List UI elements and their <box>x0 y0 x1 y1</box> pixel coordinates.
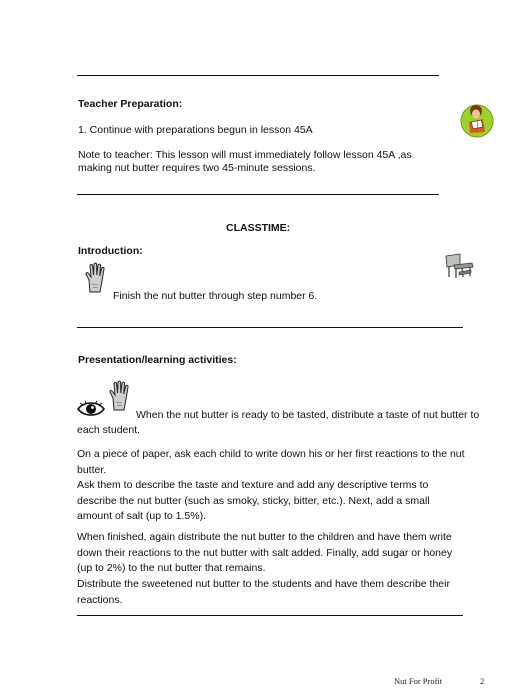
divider <box>77 75 439 76</box>
hand-icon <box>108 380 132 412</box>
divider <box>77 327 463 328</box>
presentation-paragraph: Ask them to describe the taste and texture and add any descriptive terms to describe the nut butter (such as smoky, sticky, bitter, etc.). Next, add a small amount of salt (up to 1.5%). <box>77 479 430 522</box>
introduction-heading: Introduction: <box>78 245 143 257</box>
presentation-p1-first: When the nut butter is ready to be tasted, distribute a taste of nut butter to <box>136 409 480 421</box>
teacher-prep-item-1: 1. Continue with preparations begun in lesson 45A <box>78 124 313 136</box>
page-number: 2 <box>480 676 485 686</box>
presentation-paragraph: Distribute the sweetened nut butter to the students and have them describe their reactions. <box>77 578 450 606</box>
introduction-text: Finish the nut butter through step number 6. <box>113 290 318 302</box>
divider <box>77 194 439 195</box>
presentation-p1-rest: each student. <box>77 424 141 436</box>
teacher-prep-heading: Teacher Preparation: <box>78 98 183 110</box>
presentation-paragraph: On a piece of paper, ask each child to write down his or her first reactions to the nut butter. <box>77 448 465 476</box>
teacher-note-line-1: Note to teacher: This lesson will must immediately follow lesson 45A ,as <box>78 149 412 161</box>
presentation-heading: Presentation/learning activities: <box>78 354 237 366</box>
hand-icon <box>84 262 108 294</box>
eye-icon <box>77 400 105 418</box>
footer-label: Nut For Profit <box>394 676 443 686</box>
classtime-heading: CLASSTIME: <box>226 222 291 234</box>
teacher-note-line-2: making nut butter requires two 45-minute sessions. <box>78 162 316 174</box>
school-desk-icon <box>444 252 474 280</box>
teacher-reading-icon <box>460 102 494 138</box>
presentation-paragraph: When finished, again distribute the nut butter to the children and have them write down their reactions to the nut butter with salt added. Finally, add sugar or honey (up to 2%) to the nut butter that remains. <box>77 531 453 574</box>
divider <box>77 615 463 616</box>
